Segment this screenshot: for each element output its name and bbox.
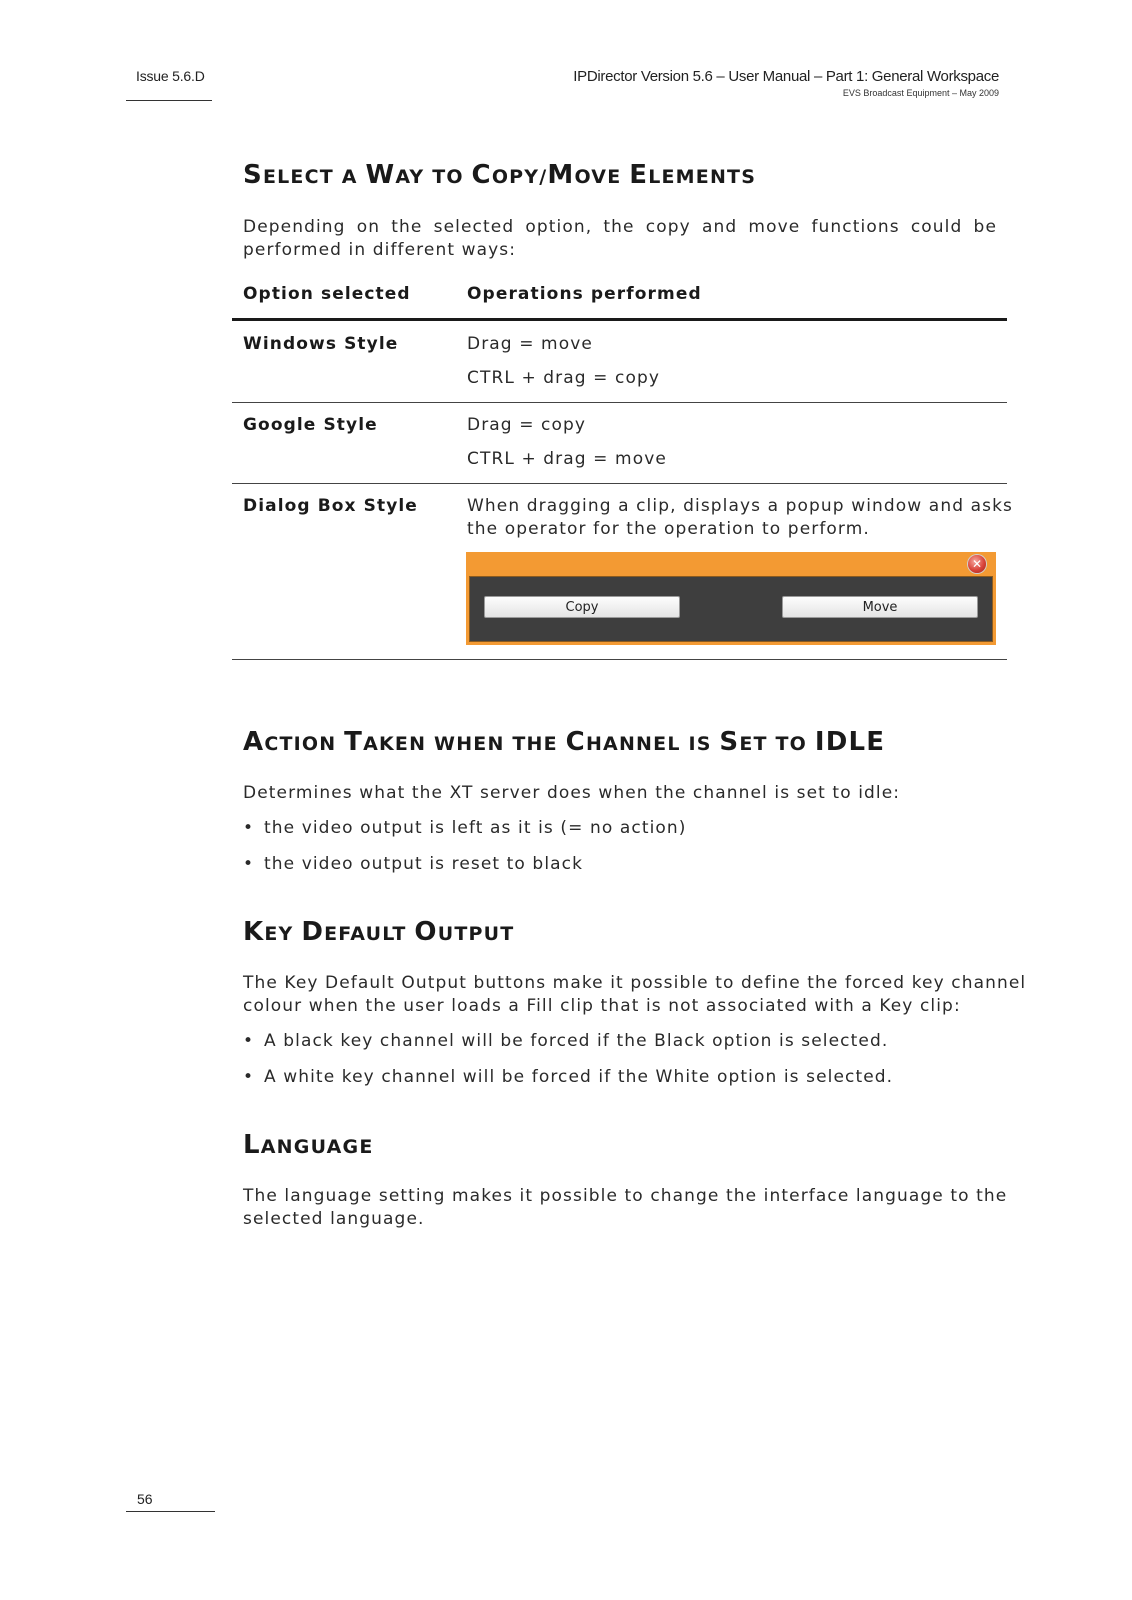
footer-rule	[126, 1511, 215, 1512]
heading-language: LANGUAGE	[243, 1130, 374, 1160]
list-item: • A black key channel will be forced if the Black option is selected.	[243, 1031, 889, 1051]
table-row-option: Dialog Box Style	[243, 496, 418, 516]
table-header-option: Option selected	[243, 284, 411, 304]
list-item: • A white key channel will be forced if the White option is selected.	[243, 1067, 894, 1087]
move-button[interactable]: Move	[782, 596, 978, 618]
language-intro-line2: selected language.	[243, 1209, 425, 1229]
table-row-operation: the operator for the operation to perform.	[467, 519, 870, 539]
close-icon[interactable]: ✕	[968, 555, 986, 573]
copy-button[interactable]: Copy	[484, 596, 680, 618]
copy-intro-line2: performed in different ways:	[243, 240, 517, 260]
heading-idle-action: ACTION TAKEN WHEN THE CHANNEL IS SET TO IDLE	[243, 727, 886, 757]
table-row-operation: Drag = copy	[467, 415, 587, 435]
header-issue: Issue 5.6.D	[136, 68, 205, 84]
table-header-operations: Operations performed	[467, 284, 702, 304]
table-row-operation: CTRL + drag = move	[467, 449, 667, 469]
list-item: • the video output is left as it is (= no action)	[243, 818, 687, 838]
language-intro-line1: The language setting makes it possible to change the interface language to the	[243, 1186, 1008, 1206]
table-row-option: Windows Style	[243, 334, 399, 354]
bullet-icon: •	[243, 1031, 255, 1051]
key-intro-line2: colour when the user loads a Fill clip that is not associated with a Key clip:	[243, 996, 961, 1016]
table-row-operation: Drag = move	[467, 334, 593, 354]
table-row-operation: When dragging a clip, displays a popup window and asks	[467, 496, 1013, 516]
table-header-rule	[232, 318, 1007, 321]
copy-move-dialog	[466, 552, 996, 645]
table-row-operation: CTRL + drag = copy	[467, 368, 661, 388]
page-number: 56	[137, 1491, 153, 1507]
key-intro-line1: The Key Default Output buttons make it possible to define the forced key channel	[243, 973, 1027, 993]
header-rule	[126, 100, 212, 101]
heading-copy-move: SELECT A WAY TO COPY/MOVE ELEMENTS	[243, 160, 757, 190]
header-title: IPDirector Version 5.6 – User Manual – Part 1: General Workspace	[573, 68, 999, 85]
copy-intro-line1: Depending on the selected option, the copy and move functions could be	[243, 217, 997, 237]
table-row-rule	[232, 483, 1007, 484]
table-row-option: Google Style	[243, 415, 378, 435]
bullet-icon: •	[243, 854, 255, 874]
bullet-icon: •	[243, 1067, 255, 1087]
dialog-body	[469, 576, 993, 642]
table-bottom-rule	[232, 659, 1007, 660]
heading-key-default-output: KEY DEFAULT OUTPUT	[243, 917, 515, 947]
header-subtitle: EVS Broadcast Equipment – May 2009	[842, 88, 999, 98]
list-item: • the video output is reset to black	[243, 854, 584, 874]
bullet-icon: •	[243, 818, 255, 838]
idle-intro: Determines what the XT server does when the channel is set to idle:	[243, 783, 901, 803]
table-row-rule	[232, 402, 1007, 403]
